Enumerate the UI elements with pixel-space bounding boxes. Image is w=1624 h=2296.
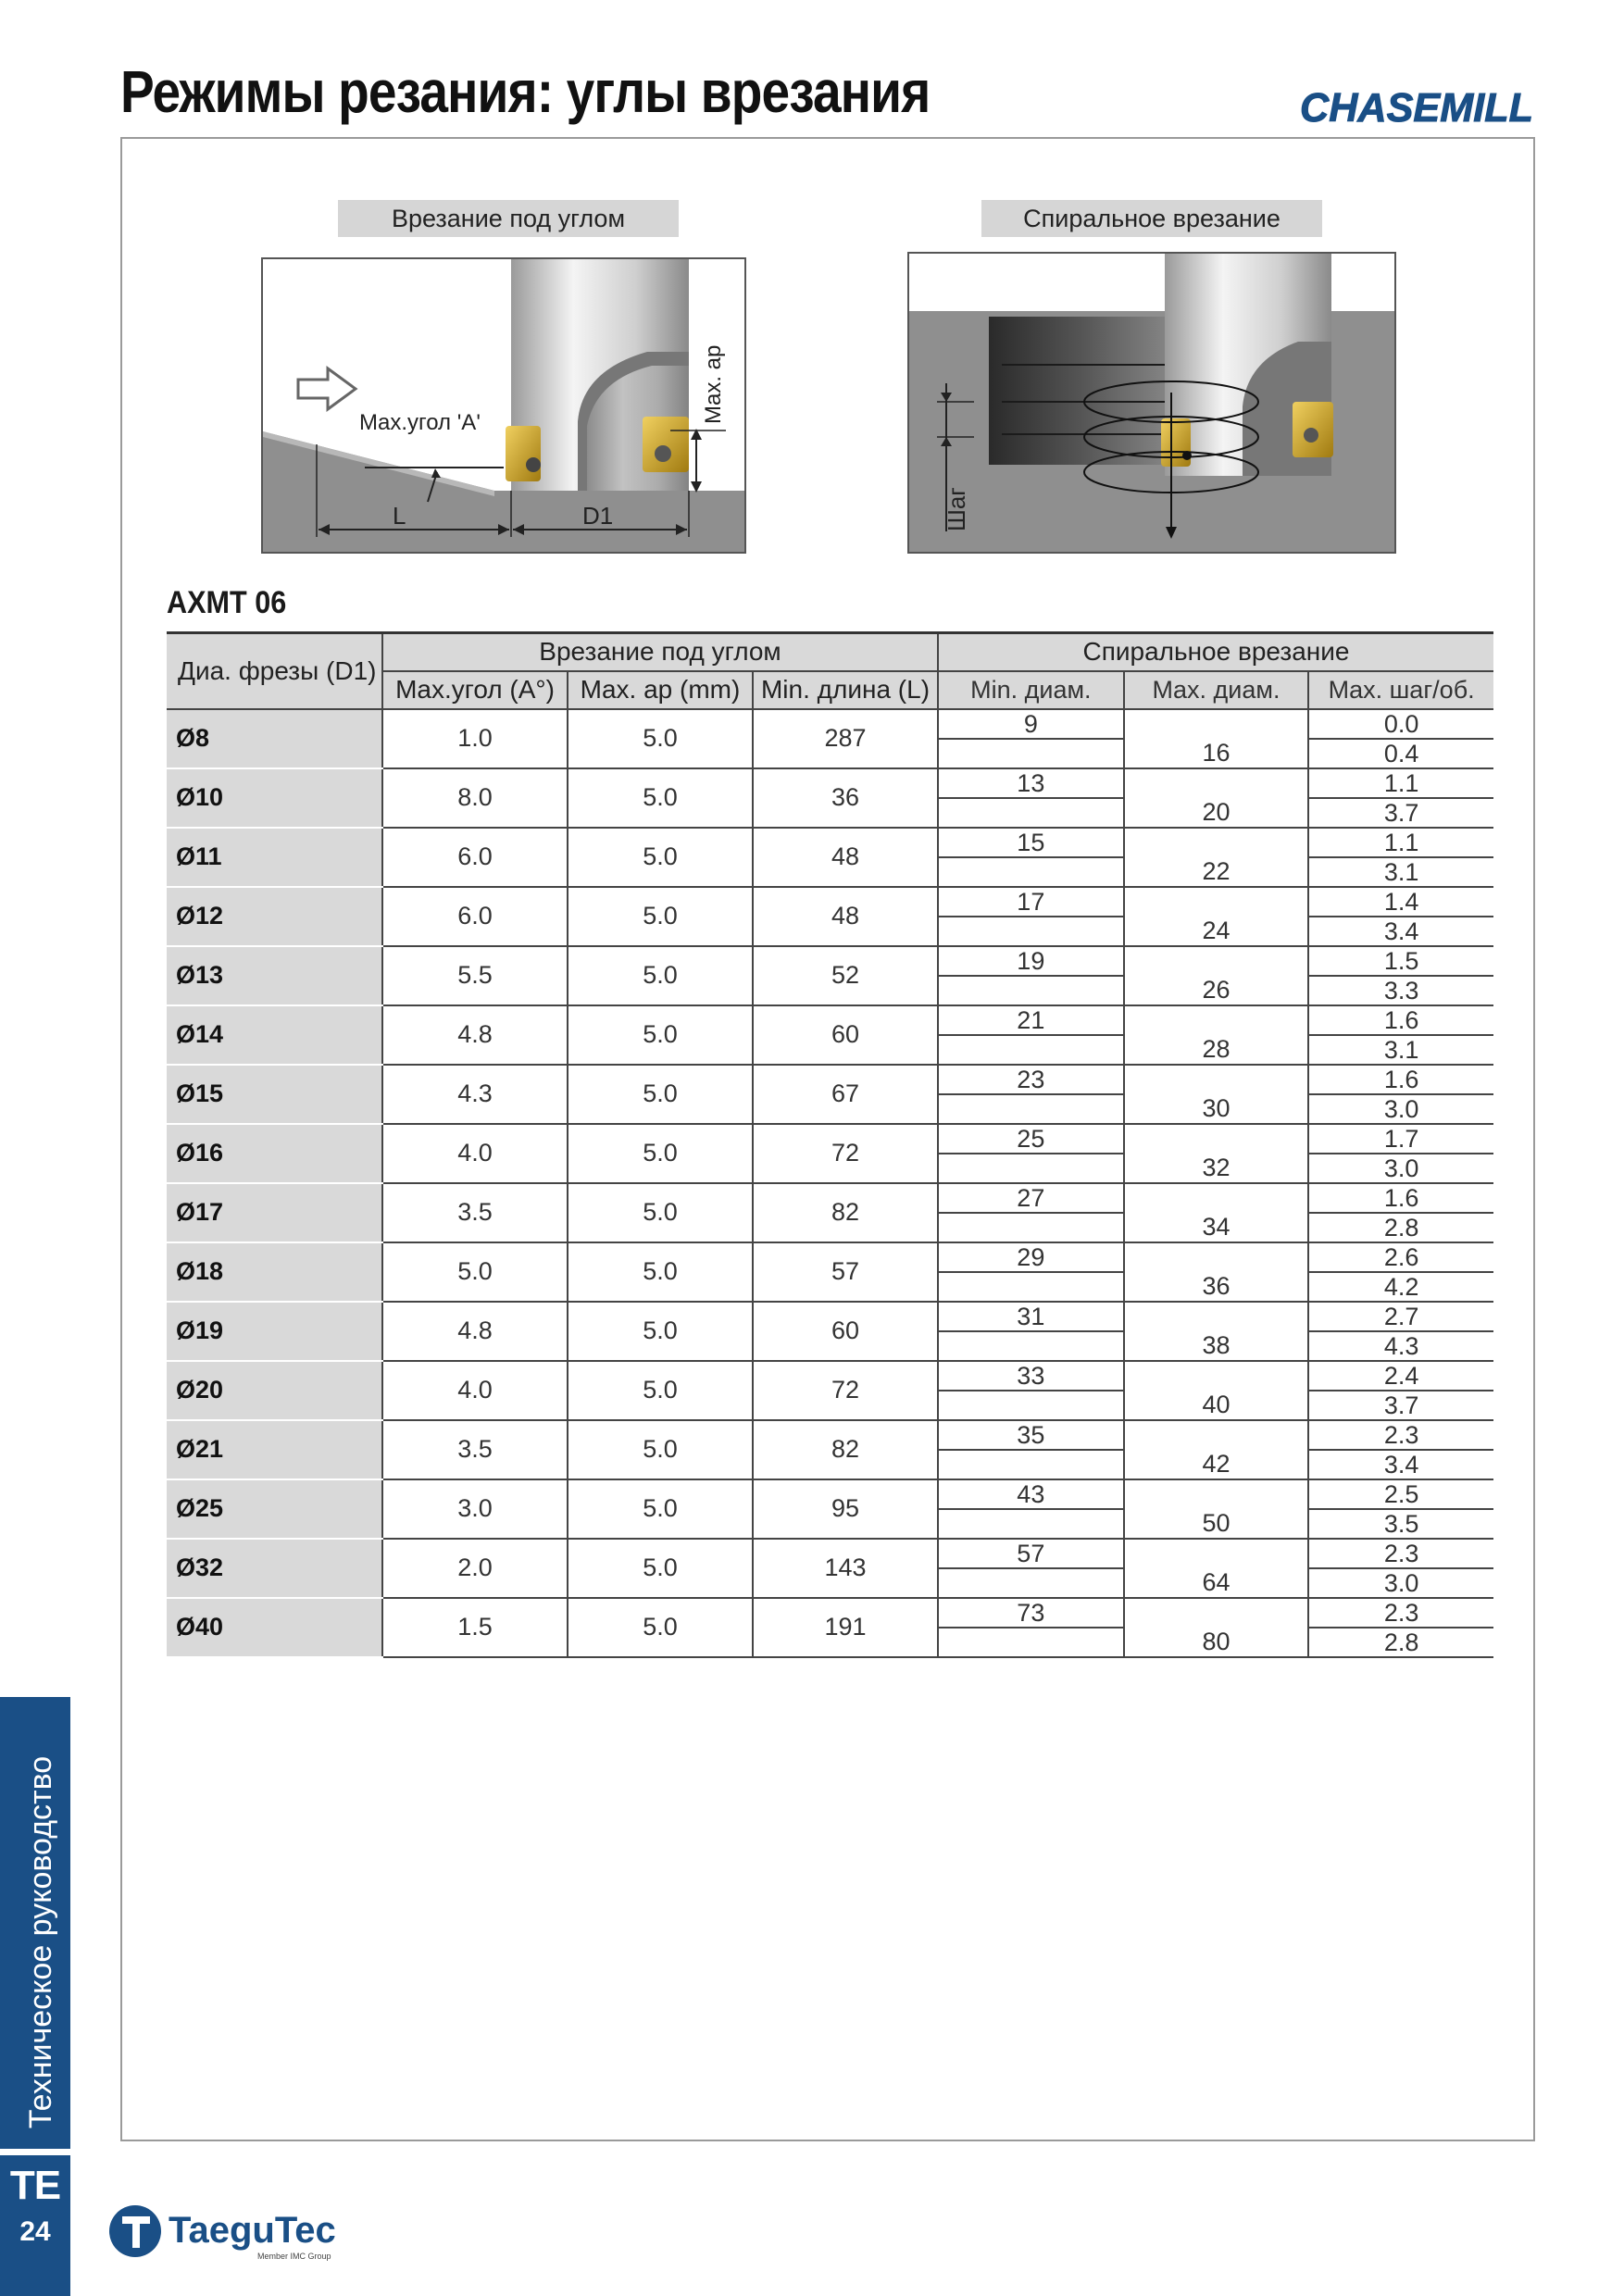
pitch-at-max: 3.5 (1383, 1509, 1419, 1538)
pitch-at-max: 3.4 (1383, 917, 1419, 945)
min-length: 143 (753, 1539, 938, 1598)
header-d1: Диа. фрезы (D1) (167, 633, 382, 709)
min-length: 36 (753, 768, 938, 828)
table-row (167, 1420, 1493, 1479)
helical-cell (938, 1598, 1493, 1657)
max-ap: 5.0 (568, 709, 753, 768)
cutter-diameter: Ø17 (167, 1183, 382, 1242)
max-angle: 2.0 (382, 1539, 568, 1598)
header-group-helical: Спиральное врезание (938, 633, 1493, 671)
cutter-diameter: Ø11 (167, 828, 382, 887)
min-diameter: 27 (939, 1184, 1124, 1213)
max-ap-label: Max. ap (701, 344, 726, 424)
pitch-at-min: 1.5 (1308, 947, 1493, 976)
max-diameter: 34 (1124, 1213, 1309, 1242)
table-row (167, 1598, 1493, 1657)
min-diameter: 31 (939, 1303, 1124, 1331)
max-angle: 6.0 (382, 887, 568, 946)
min-length: 67 (753, 1065, 938, 1124)
max-angle: 8.0 (382, 768, 568, 828)
table-row (167, 828, 1493, 887)
table-row (167, 768, 1493, 828)
max-diameter: 28 (1124, 1035, 1309, 1064)
pitch-at-min: 1.6 (1308, 1066, 1493, 1094)
pitch-at-max: 2.8 (1383, 1213, 1419, 1242)
pitch-at-min: 1.6 (1308, 1006, 1493, 1035)
pitch-at-max: 3.4 (1383, 1450, 1419, 1479)
helical-diagram (907, 252, 1396, 554)
l-label: L (393, 502, 406, 530)
max-angle: 4.0 (382, 1361, 568, 1420)
max-angle: 1.5 (382, 1598, 568, 1657)
max-diameter: 80 (1124, 1628, 1309, 1656)
max-angle: 1.0 (382, 709, 568, 768)
min-diameter: 43 (939, 1480, 1124, 1509)
d1-label: D1 (582, 502, 614, 530)
max-angle: 4.3 (382, 1065, 568, 1124)
min-diameter: 23 (939, 1066, 1124, 1094)
pitch-at-max: 4.2 (1383, 1272, 1419, 1301)
min-diameter: 73 (939, 1599, 1124, 1628)
min-diameter: 33 (939, 1362, 1124, 1391)
max-ap: 5.0 (568, 1242, 753, 1302)
pitch-at-min: 2.7 (1308, 1303, 1493, 1331)
helical-cell (938, 887, 1493, 946)
page-number: 24 (19, 2216, 51, 2247)
pitch-at-min: 1.7 (1308, 1125, 1493, 1154)
max-ap: 5.0 (568, 946, 753, 1005)
cutter-diameter: Ø40 (167, 1598, 382, 1657)
pitch-at-min: 2.5 (1308, 1480, 1493, 1509)
helical-cell (938, 1539, 1493, 1598)
max-ap: 5.0 (568, 887, 753, 946)
cutter-diameter: Ø20 (167, 1361, 382, 1420)
max-diameter: 38 (1124, 1331, 1309, 1360)
pitch-label: Шаг (943, 487, 970, 531)
min-length: 52 (753, 946, 938, 1005)
max-angle: 3.0 (382, 1479, 568, 1539)
pitch-at-min: 2.4 (1308, 1362, 1493, 1391)
max-diameter: 64 (1124, 1568, 1309, 1597)
helical-label: Спиральное врезание (981, 200, 1322, 237)
pitch-at-max: 3.0 (1383, 1094, 1419, 1123)
max-angle: 6.0 (382, 828, 568, 887)
header-min-length: Min. длина (L) (753, 671, 938, 709)
min-diameter: 35 (939, 1421, 1124, 1450)
cutter-diameter: Ø21 (167, 1420, 382, 1479)
header-group-ramping: Врезание под углом (382, 633, 938, 671)
pitch-at-max: 0.4 (1383, 739, 1419, 767)
table-row (167, 1242, 1493, 1302)
logo-sub: Member IMC Group (257, 2252, 331, 2261)
max-ap: 5.0 (568, 1598, 753, 1657)
page-title: Режимы резания: углы врезания (120, 58, 931, 125)
table-row (167, 1302, 1493, 1361)
helical-cell (938, 709, 1493, 768)
pitch-at-min: 1.1 (1308, 829, 1493, 857)
helical-cell (938, 768, 1493, 828)
min-diameter: 17 (939, 888, 1124, 917)
pitch-at-min: 1.1 (1308, 769, 1493, 798)
cutter-diameter: Ø16 (167, 1124, 382, 1183)
min-diameter: 13 (939, 769, 1124, 798)
pitch-at-min: 1.6 (1308, 1184, 1493, 1213)
min-length: 82 (753, 1183, 938, 1242)
helical-cell (938, 946, 1493, 1005)
pitch-at-min: 0.0 (1308, 710, 1493, 739)
chasemill-logo (1296, 79, 1539, 134)
max-angle: 4.0 (382, 1124, 568, 1183)
max-diameter: 24 (1124, 917, 1309, 945)
ramping-label: Врезание под углом (338, 200, 679, 237)
cutter-diameter: Ø19 (167, 1302, 382, 1361)
min-length: 48 (753, 887, 938, 946)
table-row (167, 1183, 1493, 1242)
max-diameter: 16 (1124, 739, 1309, 767)
table-row (167, 1065, 1493, 1124)
cutter-diameter: Ø15 (167, 1065, 382, 1124)
max-diameter: 50 (1124, 1509, 1309, 1538)
helical-cell (938, 1242, 1493, 1302)
helical-cell (938, 1361, 1493, 1420)
max-ap: 5.0 (568, 768, 753, 828)
max-angle: 3.5 (382, 1183, 568, 1242)
min-diameter: 9 (939, 710, 1124, 739)
min-length: 60 (753, 1005, 938, 1065)
brand-text: CHASEMILL (1300, 85, 1533, 131)
max-angle: 4.8 (382, 1005, 568, 1065)
min-diameter: 57 (939, 1540, 1124, 1568)
helical-cell (938, 1065, 1493, 1124)
table-row (167, 1005, 1493, 1065)
max-ap: 5.0 (568, 1005, 753, 1065)
pitch-at-max: 3.1 (1383, 1035, 1419, 1064)
max-ap: 5.0 (568, 1420, 753, 1479)
pitch-at-min: 2.3 (1308, 1540, 1493, 1568)
min-length: 72 (753, 1124, 938, 1183)
table-row (167, 1361, 1493, 1420)
table-row (167, 709, 1493, 768)
table-row (167, 946, 1493, 1005)
pitch-at-max: 2.8 (1383, 1628, 1419, 1656)
max-ap: 5.0 (568, 1065, 753, 1124)
max-diameter: 40 (1124, 1391, 1309, 1419)
helical-cell (938, 1420, 1493, 1479)
header-max-diam: Max. диам. (1124, 672, 1309, 708)
min-length: 72 (753, 1361, 938, 1420)
cutter-diameter: Ø14 (167, 1005, 382, 1065)
max-ap: 5.0 (568, 1539, 753, 1598)
min-length: 82 (753, 1420, 938, 1479)
header-min-diam: Min. диам. (970, 676, 1092, 704)
cutter-diameter: Ø18 (167, 1242, 382, 1302)
max-angle: 3.5 (382, 1420, 568, 1479)
max-ap: 5.0 (568, 1479, 753, 1539)
min-diameter: 19 (939, 947, 1124, 976)
max-ap: 5.0 (568, 1183, 753, 1242)
cutter-diameter: Ø10 (167, 768, 382, 828)
max-diameter: 32 (1124, 1154, 1309, 1182)
max-angle: 4.8 (382, 1302, 568, 1361)
pitch-at-max: 3.1 (1383, 857, 1419, 886)
section-name: Техническое руководство (23, 1755, 58, 2129)
max-diameter: 42 (1124, 1450, 1309, 1479)
pitch-at-min: 2.6 (1308, 1243, 1493, 1272)
max-ap: 5.0 (568, 828, 753, 887)
helical-cell (938, 1005, 1493, 1065)
max-diameter: 26 (1124, 976, 1309, 1004)
min-diameter: 15 (939, 829, 1124, 857)
header-max-angle: Max.угол (A°) (382, 671, 568, 709)
min-length: 57 (753, 1242, 938, 1302)
min-length: 191 (753, 1598, 938, 1657)
max-angle: 5.5 (382, 946, 568, 1005)
taegutec-logo (104, 2194, 354, 2268)
cutter-diameter: Ø8 (167, 709, 382, 768)
min-length: 95 (753, 1479, 938, 1539)
table-row (167, 1124, 1493, 1183)
section-code: TE (9, 2163, 61, 2208)
min-diameter: 25 (939, 1125, 1124, 1154)
min-length: 48 (753, 828, 938, 887)
max-diameter: 22 (1124, 857, 1309, 886)
max-ap: 5.0 (568, 1124, 753, 1183)
ramping-diagram (261, 257, 746, 554)
pitch-at-max: 3.7 (1383, 798, 1419, 827)
table-row (167, 1539, 1493, 1598)
pitch-at-min: 2.3 (1308, 1421, 1493, 1450)
max-ap: 5.0 (568, 1361, 753, 1420)
pitch-at-min: 1.4 (1308, 888, 1493, 917)
cutting-data-table (167, 631, 1493, 1658)
helical-cell (938, 1124, 1493, 1183)
max-diameter: 36 (1124, 1272, 1309, 1301)
min-length: 287 (753, 709, 938, 768)
helical-cell (938, 1302, 1493, 1361)
helical-cell (938, 828, 1493, 887)
header-max-ap: Max. ap (mm) (568, 671, 753, 709)
cutter-diameter: Ø13 (167, 946, 382, 1005)
max-diameter: 20 (1124, 798, 1309, 827)
cutter-diameter: Ø25 (167, 1479, 382, 1539)
table-subtitle: AXMT 06 (167, 585, 287, 620)
min-length: 60 (753, 1302, 938, 1361)
pitch-at-max: 3.7 (1383, 1391, 1419, 1419)
table-body (167, 709, 1493, 1657)
max-angle: 5.0 (382, 1242, 568, 1302)
max-angle-label: Max.угол 'A' (359, 410, 481, 435)
header-max-pitch: Max. шаг/об. (1328, 676, 1475, 704)
cutter-diameter: Ø32 (167, 1539, 382, 1598)
logo-name: TaeguTec (169, 2210, 336, 2251)
max-diameter: 30 (1124, 1094, 1309, 1123)
table-row (167, 1479, 1493, 1539)
helical-cell (938, 1479, 1493, 1539)
cutter-diameter: Ø12 (167, 887, 382, 946)
pitch-at-max: 3.3 (1383, 976, 1419, 1004)
min-diameter: 29 (939, 1243, 1124, 1272)
pitch-at-min: 2.3 (1308, 1599, 1493, 1628)
table-row (167, 887, 1493, 946)
page-badge (0, 2155, 70, 2296)
pitch-at-max: 3.0 (1383, 1568, 1419, 1597)
helical-cell (938, 1183, 1493, 1242)
max-ap: 5.0 (568, 1302, 753, 1361)
pitch-at-max: 3.0 (1383, 1154, 1419, 1182)
pitch-at-max: 4.3 (1383, 1331, 1419, 1360)
min-diameter: 21 (939, 1006, 1124, 1035)
